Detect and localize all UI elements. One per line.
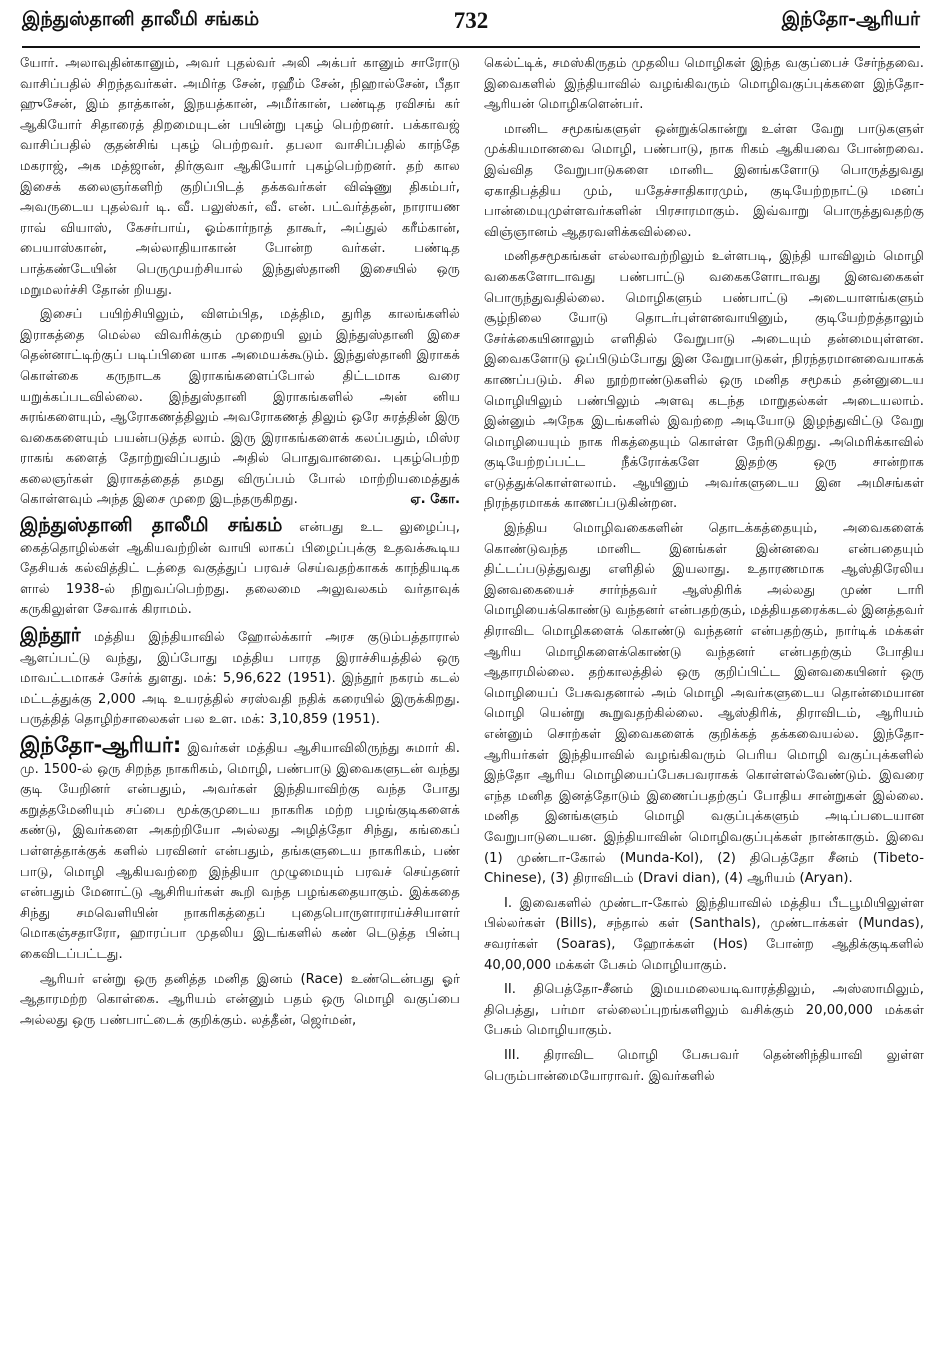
- paragraph: மனிதசமூகங்கள் எல்லாவற்றிலும் உள்ளபடி, இந்தி யாவிலும் மொழி வகைகளோடாவது பண்பாட்டு வகைகளோடாவது இனவகைகள் பொருந்துவதில்லை. மொழிகளும் பண்பாட்டு அடையாளங்களும் சூழ்நிலை யோடு தொடர்புள்ளனவாயினும், குடியேற்றத்தாலும் சேர்க்கையினாலும் எளிதில் வேறுபாடு அடையும் தன்மையுள்ளன. இவைகளோடு ஒப்பிடும்போது இன வேறுபாடுகள், நிரந்தரமானவையாகக் காணப்படும். சில நூற்றாண்டுகளில் ஒரு மனித சமூகம் தன்னுடைய மொழியிலும் பண்பிலும் அளவு கடந்த மாறுதல்கள் அடையலாம். இன்னும் அநேக இடங்களில் இவற்றை அடியோடு இழந்துவிட்டு வேறு மொழியையும் நாக ரிகத்தையும் கொள்ள நேரிடுகிறது. அமெரிக்காவில் குடியேற்றப்பட்ட நீக்ரோக்களே இதற்கு ஒரு சான்றாக எடுத்துக்கொள்ளலாம். ஆயினும் அவர்களுடைய இன அமிசங்கள் நிரந்தரமாகக் காணப்படுகின்றன.: [484, 249, 924, 512]
- entry-body: என்பது உட லுழைப்பு, கைத்தொழில்கள் ஆகியவற்றின் வாயி லாகப் பிழைப்புக்கு உதவக்கூடிய தேசியக் கல்வித்திட் டத்தை வகுத்துப் பரவச் செய்வதற்காகக் காந்தியடிக ளால் 1938-ல் நிறுவப்பெற்றது. தலைமை அலுவலகம் வர்தாவுக் கருகிலுள்ள சேவாக் கிராமம்.: [20, 520, 460, 618]
- entry-heading: இந்தோ-ஆரியர்:: [20, 733, 182, 757]
- entry-indusstani-taleemi-sangam: [20, 515, 460, 621]
- header-rule: [22, 46, 920, 48]
- left-column: [20, 54, 460, 1342]
- right-column: [484, 54, 924, 1342]
- paragraph: [20, 305, 460, 511]
- entry-indore: [20, 625, 460, 731]
- entry-body: இவர்கள் மத்திய ஆசியாவிலிருந்து சுமார் கி. மு. 1500-ல் ஒரு சிறந்த நாகரிகம், மொழி, பண்பாடு இவைகளுடன் வந்து குடி யேறினர் என்பதும், அவர்கள் இந்தியாவிற்கு வந்த போது கறுத்தமேனியும் சப்பை மூக்குமுடைய நாகரிக மற்ற பழங்குடிகளைக் கண்டு, இவர்களை அகற்றியோ அல்லது அழித்தோ சிந்து, கங்கைப் பள்ளத்தாக்குக் களில் பரவினர் என்பதும், தங்களுடைய நாகரிகம், பண் பாடு, மொழி ஆகியவற்றை இந்தியா முழுமையும் பரவச் செய்தனர் என்பதும் மேனாட்டு ஆசிரியர்கள் கூறி வந்த பழங்கதையாகும். இக்கதை சிந்து சமவெளியின் நாகரிகத்தைப் புதைபொருளாராய்ச்சியாளர் மொகஞ்சதாரோ, ஹாரப்பா முதலிய இடங்களில் கண் டெடுத்த பின்பு கைவிடப்பட்டது.: [20, 741, 460, 962]
- paragraph: இந்திய மொழிவகைகளின் தொடக்கத்தையும், அவைகளைக் கொண்டுவந்த மானிட இனங்கள் இன்னவை என்பதையும் திட்டப்படுத்துவது எளிதில் இயலாது. உதாரணமாக ஆஸ்திரேலிய இனவகையைச் சார்ந்தவர் ஆஸ்திரிக் அல்லது முண் டாரி மொழியைக்கொண்டு வந்தனர் என்பதற்கும், மத்தியதரைக்கடல் இனத்தவர் திராவிட மொழிகளைக் கொண்டு வந்தனர் என்பதற்கும், நார்டிக் மக்கள் ஆரிய மொழிகளைக்கொண்டு வந்தனர் என்பதற்கும் போதிய ஆதாரமில்லை. தற்காலத்தில் ஒரு குறிப்பிட்ட இனவகையினர் ஒரு மொழியைப் பேசுவதனால் அம் மொழி அவர்களுடைய தொன்மையான மொழி யென்று கூறுவதற்கில்லை. ஆஸ்திரிக், திராவிடம், ஆரியம் என்னும் சொற்கள் இவைகளைக் குறிக்கத் தக்கவையல்ல. இந்தோ-ஆரியர்கள் இந்தியாவில் வழங்கிவரும் பெரிய மொழி வகுப்புக்களில் இந்தோ ஆரிய மொழியைப்பேசுபவராகக் கொள்ளல்வேண்டும். இவரை எந்த மனித இனத்தோடும் இணைப்பதற்குப் போதிய சான்றுகள் இல்லை. மனித இனங்களும் மொழி வகுப்புக்களும் அடிப்படையான வேறுபாடுடையன. இந்தியாவின் மொழிவகுப்புக்கள் நான்காகும். இவை (1) முண்டா-கோல் (Munda-Kol), (2) திபெத்தோ சீனம் (Tibeto-Chinese), (3) திராவிடம் (Dravi dian), (4) ஆரியம் (Aryan).: [484, 521, 924, 887]
- page-header: [22, 6, 920, 46]
- entry-indo-aryar: [20, 735, 460, 966]
- page-number: 732: [453, 8, 489, 33]
- running-title-right: இந்தோ-ஆரியர்: [781, 8, 920, 30]
- author-initials: ஏ. கோ.: [410, 492, 460, 508]
- paragraph: III. திராவிட மொழி பேசுபவர் தென்னிந்தியாவி லுள்ள பெரும்பான்மையோராவர். இவர்களில்: [484, 1047, 924, 1084]
- paragraph-text: இசைப் பயிற்சியிலும், விளம்பித, மத்திம, துரித காலங்களில் இராகத்தை மெல்ல விவரிக்கும் முறையி லும் இந்துஸ்தானி இசை தென்னாட்டிற்குப் படிப்பினை யாக அமையக்கூடும். இந்துஸ்தானி இராகக் கொள்கை கருநாடக இராகங்களைப்போல் திட்டமாக வரை யறுக்கப்படவில்லை. இந்துஸ்தானி இராகங்களில் அன் னிய சுரங்களையும், ஆரோகணத்திலும் அவரோகணத் திலும் ஒரே சுரத்தின் இரு வகைகளையும் பயன்படுத்த லாம். இரு இராகங்களைக் கலப்பதும், மிஸ்ர ராகங் களைத் தோற்றுவிப்பதும் அதில் பொதுவானவை. புகழ்பெற்ற கலைஞர்கள் இராகத்தைத் தமது விருப்பம் போல் மாற்றியமைத்துக் கொள்ளவும் அந்த இசை முறை இடந்தருகிறது.: [20, 307, 460, 508]
- paragraph: மானிட சமூகங்களுள் ஒன்றுக்கொன்று உள்ள வேறு பாடுகளுள் முக்கியமானவை மொழி, பண்பாடு, நாக ரிகம் ஆகியவை போன்றவை. இவ்வித வேறுபாடுகளை மானிட இனங்களோடு பொருத்துவது ஏகாதிபத்திய மும், யதேச்சாதிகாரமும், குடியேற்றநாட்டு மனப் பான்மையுமுள்ளவர்களின் பிரசாரமாகும். இவ்வாறு பொருத்துவதற்கு விஞ்ஞானம் ஆதரவளிக்கவில்லை.: [484, 121, 924, 240]
- entry-heading: இந்தூர்: [20, 624, 81, 647]
- paragraph: யோர். அலாவுதின்கானும், அவர் புதல்வர் அலி அக்பர் கானும் சாரோடு வாசிப்பதில் சிறந்தவர்கள். அமிர்த சேன், ரஹீம் சேன், நிஹால்சேன், பீதா ஹுசேன், இம் தாத்கான், இநயத்கான், அமீர்கான், பண்டித ரவிசங் கர் ஆகியோர் சிதாரைத் திறமையுடன் பயின்று புகழ் பெற்றனர். பக்காவஜ் வாசிப்பதில் குதன்சிங் புகழ் பெற்றவர். தபலா வாசிப்பதில் காந்தே மகராஜ், அக மத்ஜான், திர்குவா ஆகியோர் புகழ்பெற்றனர். தற் கால இசைக் கலைஞர்களிற் குறிப்பிடத் தக்கவர்கள் விஷ்ணு திகம்பர், அவருடைய புதல்வர் டி. வீ. பலுஸ்கர், வீ. என். பட்வர்த்தன், நாராயண ராவ் வியாஸ், கேசர்பாய், ஓம்கார்நாத் தாகூர், அப்துல் கரீம்கான், பையாஸ்கான், அல்லாதியாகான் போன்ற வர்கள். பண்டித பாத்கண்டேயின் பெருமுயற்சியால் இந்துஸ்தானி இசையில் ஒரு மறுமலர்ச்சி தோன் றியது.: [20, 56, 460, 298]
- paragraph: I. இவைகளில் முண்டா-கோல் இந்தியாவில் மத்திய பீடபூமியிலுள்ள பில்லர்கள் (Bills), சந்தால் கள் (Santhals), முண்டாக்கள் (Mundas), சவரர்கள் (Soaras), ஹோக்கள் (Hos) போன்ற ஆதிக்குடிகளில் 40,00,000 மக்கள் பேசும் மொழியாகும்.: [484, 895, 924, 973]
- paragraph: கெல்ட்டிக், சமஸ்கிருதம் முதலிய மொழிகள் இந்த வகுப்பைச் சேர்ந்தவை. இவைகளில் இந்தியாவில் வழங்கிவரும் மொழிவகுப்புக்களை இந்தோ-ஆரியன் மொழிகளென்பர்.: [484, 56, 924, 113]
- entry-heading: இந்துஸ்தானி தாலீமி சங்கம்: [20, 514, 283, 537]
- running-title-left: இந்துஸ்தானி தாலீமி சங்கம்: [22, 8, 260, 30]
- paragraph: ஆரியர் என்று ஒரு தனித்த மனித இனம் (Race) உண்டென்பது ஓர் ஆதாரமற்ற கொள்கை. ஆரியம் என்னும் பதம் ஒரு மொழி வகுப்பை அல்லது ஒரு பண்பாட்டைக் குறிக்கும். லத்தீன், ஜெர்மன்,: [20, 971, 460, 1028]
- paragraph: II. திபெத்தோ-சீனம் இமயமலையடிவாரத்திலும், அஸ்ஸாமிலும், திபெத்து, பர்மா எல்லைப்புறங்களிலும் வசிக்கும் 20,00,000 மக்கள் பேசும் மொழியாகும்.: [484, 982, 924, 1039]
- entry-body: மத்திய இந்தியாவில் ஹோல்க்கார் அரச குடும்பத்தாரால் ஆளப்பட்டு வந்து, இப்போது மத்திய பாரத இராச்சியத்தில் ஒரு மாவட்டமாகச் சேர்க் துளது. மக்: 5,96,622 (1951). இந்தூர் நகரம் கடல் மட்டத்துக்கு 2,000 அடி உயரத்தில் சரஸ்வதி நதிக் கரையில் இருக்கிறது. பருத்தித் தொழிற்சாலைகள் பல உள. மக்: 3,10,859 (1951).: [20, 630, 460, 728]
